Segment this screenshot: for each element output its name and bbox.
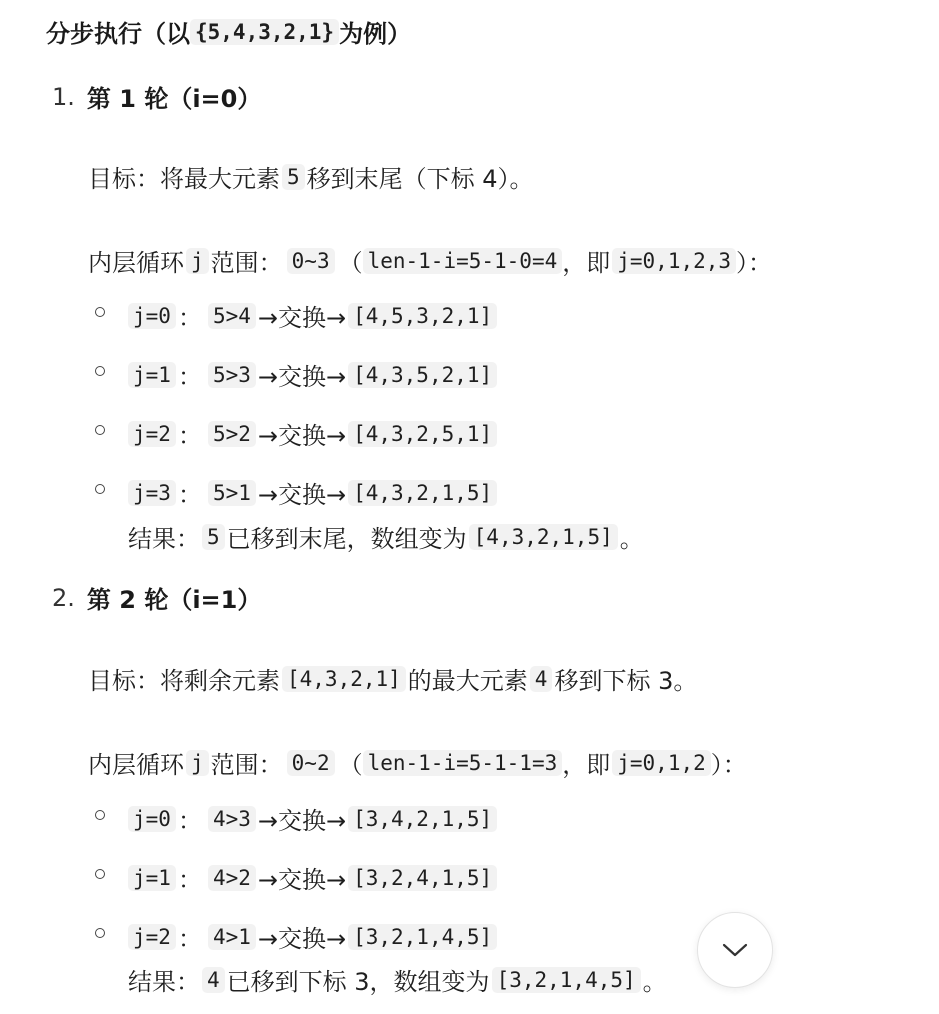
loop-close: ）：	[736, 249, 773, 277]
list-item	[128, 860, 497, 895]
round-heading-text: 第 1 轮（i=0）	[86, 85, 262, 113]
step-action: →交换→	[257, 422, 347, 450]
round-1-result	[128, 519, 644, 554]
loop-range-label: 范围：	[210, 249, 283, 277]
result-suffix: 。	[619, 525, 644, 553]
step-j-code: j=0	[128, 806, 176, 832]
step-array-code: [4,3,2,5,1]	[348, 421, 497, 447]
round-1-heading	[52, 79, 261, 114]
step-j-code: j=2	[128, 924, 176, 950]
round-heading-text: 第 2 轮（i=1）	[86, 586, 262, 614]
step-cmp-code: 5>1	[208, 480, 256, 506]
goal-suffix: 移到末尾（下标 4）。	[306, 165, 534, 193]
step-colon: ：	[177, 363, 202, 391]
loop-mid: ，即	[562, 751, 611, 779]
goal-array-code: [4,3,2,1]	[282, 666, 406, 692]
step-action: →交换→	[257, 481, 347, 509]
loop-prefix: 内层循环	[88, 751, 184, 779]
step-array-code: [4,3,2,1,5]	[348, 480, 497, 506]
step-array-code: [3,4,2,1,5]	[348, 806, 497, 832]
step-colon: ：	[177, 866, 202, 894]
list-item	[128, 357, 497, 392]
list-item	[128, 475, 497, 510]
step-colon: ：	[177, 925, 202, 953]
step-action: →交换→	[257, 925, 347, 953]
step-cmp-code: 5>2	[208, 421, 256, 447]
bullet-icon	[95, 810, 105, 820]
step-colon: ：	[177, 807, 202, 835]
result-elem-code: 4	[202, 967, 225, 993]
title-example-code: {5,4,3,2,1}	[190, 19, 339, 45]
step-j-code: j=3	[128, 480, 176, 506]
step-array-code: [4,3,5,2,1]	[348, 362, 497, 388]
step-j-code: j=1	[128, 362, 176, 388]
result-elem-code: 5	[202, 524, 225, 550]
loop-range-label: 范围：	[210, 751, 283, 779]
loop-expr-code: len-1-i=5-1-0=4	[363, 248, 563, 274]
loop-js-code: j=0,1,2,3	[612, 248, 736, 274]
result-prefix: 结果：	[128, 968, 200, 996]
step-j-code: j=1	[128, 865, 176, 891]
bullet-icon	[95, 869, 105, 879]
step-action: →交换→	[257, 363, 347, 391]
loop-range-code: 0~2	[287, 750, 335, 776]
step-colon: ：	[177, 481, 202, 509]
step-cmp-code: 5>3	[208, 362, 256, 388]
step-cmp-code: 5>4	[208, 303, 256, 329]
result-suffix: 。	[642, 968, 667, 996]
step-action: →交换→	[257, 866, 347, 894]
bullet-icon	[95, 366, 105, 376]
list-item	[128, 298, 497, 333]
step-cmp-code: 4>1	[208, 924, 256, 950]
bullet-icon	[95, 307, 105, 317]
goal-elem-code: 5	[282, 164, 305, 190]
chevron-down-icon	[720, 940, 750, 960]
step-colon: ：	[177, 304, 202, 332]
loop-close: ）：	[710, 751, 747, 779]
step-action: →交换→	[257, 807, 347, 835]
result-mid: 已移到下标 3，数组变为	[226, 968, 490, 996]
loop-var-code: j	[186, 248, 209, 274]
round-2-goal	[88, 661, 697, 696]
step-colon: ：	[177, 422, 202, 450]
loop-open: （	[338, 751, 363, 779]
step-j-code: j=2	[128, 421, 176, 447]
round-2-result	[128, 962, 667, 997]
bullet-icon	[95, 484, 105, 494]
goal-suffix: 移到下标 3。	[554, 667, 698, 695]
loop-prefix: 内层循环	[88, 249, 184, 277]
step-array-code: [4,5,3,2,1]	[348, 303, 497, 329]
goal-elem-code: 4	[530, 666, 553, 692]
loop-range-code: 0~3	[287, 248, 335, 274]
round-2-heading	[52, 580, 261, 615]
round-1-loop	[88, 243, 772, 278]
list-number: 1.	[52, 82, 75, 111]
step-array-code: [3,2,1,4,5]	[348, 924, 497, 950]
loop-open: （	[338, 249, 363, 277]
list-item	[128, 416, 497, 451]
step-cmp-code: 4>3	[208, 806, 256, 832]
step-cmp-code: 4>2	[208, 865, 256, 891]
goal-prefix: 目标：将最大元素	[88, 165, 280, 193]
step-action: →交换→	[257, 304, 347, 332]
result-array-code: [3,2,1,4,5]	[492, 967, 641, 993]
bullet-icon	[95, 928, 105, 938]
result-mid: 已移到末尾，数组变为	[226, 525, 467, 553]
bullet-icon	[95, 425, 105, 435]
round-2-loop	[88, 745, 747, 780]
loop-mid: ，即	[562, 249, 611, 277]
title-suffix: 为例）	[339, 20, 412, 48]
step-j-code: j=0	[128, 303, 176, 329]
list-number: 2.	[52, 583, 75, 612]
list-item	[128, 919, 497, 954]
goal-mid: 的最大元素	[407, 667, 528, 695]
goal-prefix: 目标：将剩余元素	[88, 667, 280, 695]
scroll-down-button[interactable]	[697, 912, 773, 988]
list-item	[128, 801, 497, 836]
round-1-goal	[88, 159, 534, 194]
result-prefix: 结果：	[128, 525, 200, 553]
result-array-code: [4,3,2,1,5]	[469, 524, 618, 550]
section-title	[46, 14, 411, 49]
loop-expr-code: len-1-i=5-1-1=3	[363, 750, 563, 776]
loop-js-code: j=0,1,2	[612, 750, 711, 776]
step-array-code: [3,2,4,1,5]	[348, 865, 497, 891]
loop-var-code: j	[186, 750, 209, 776]
title-prefix: 分步执行（以	[46, 20, 190, 48]
